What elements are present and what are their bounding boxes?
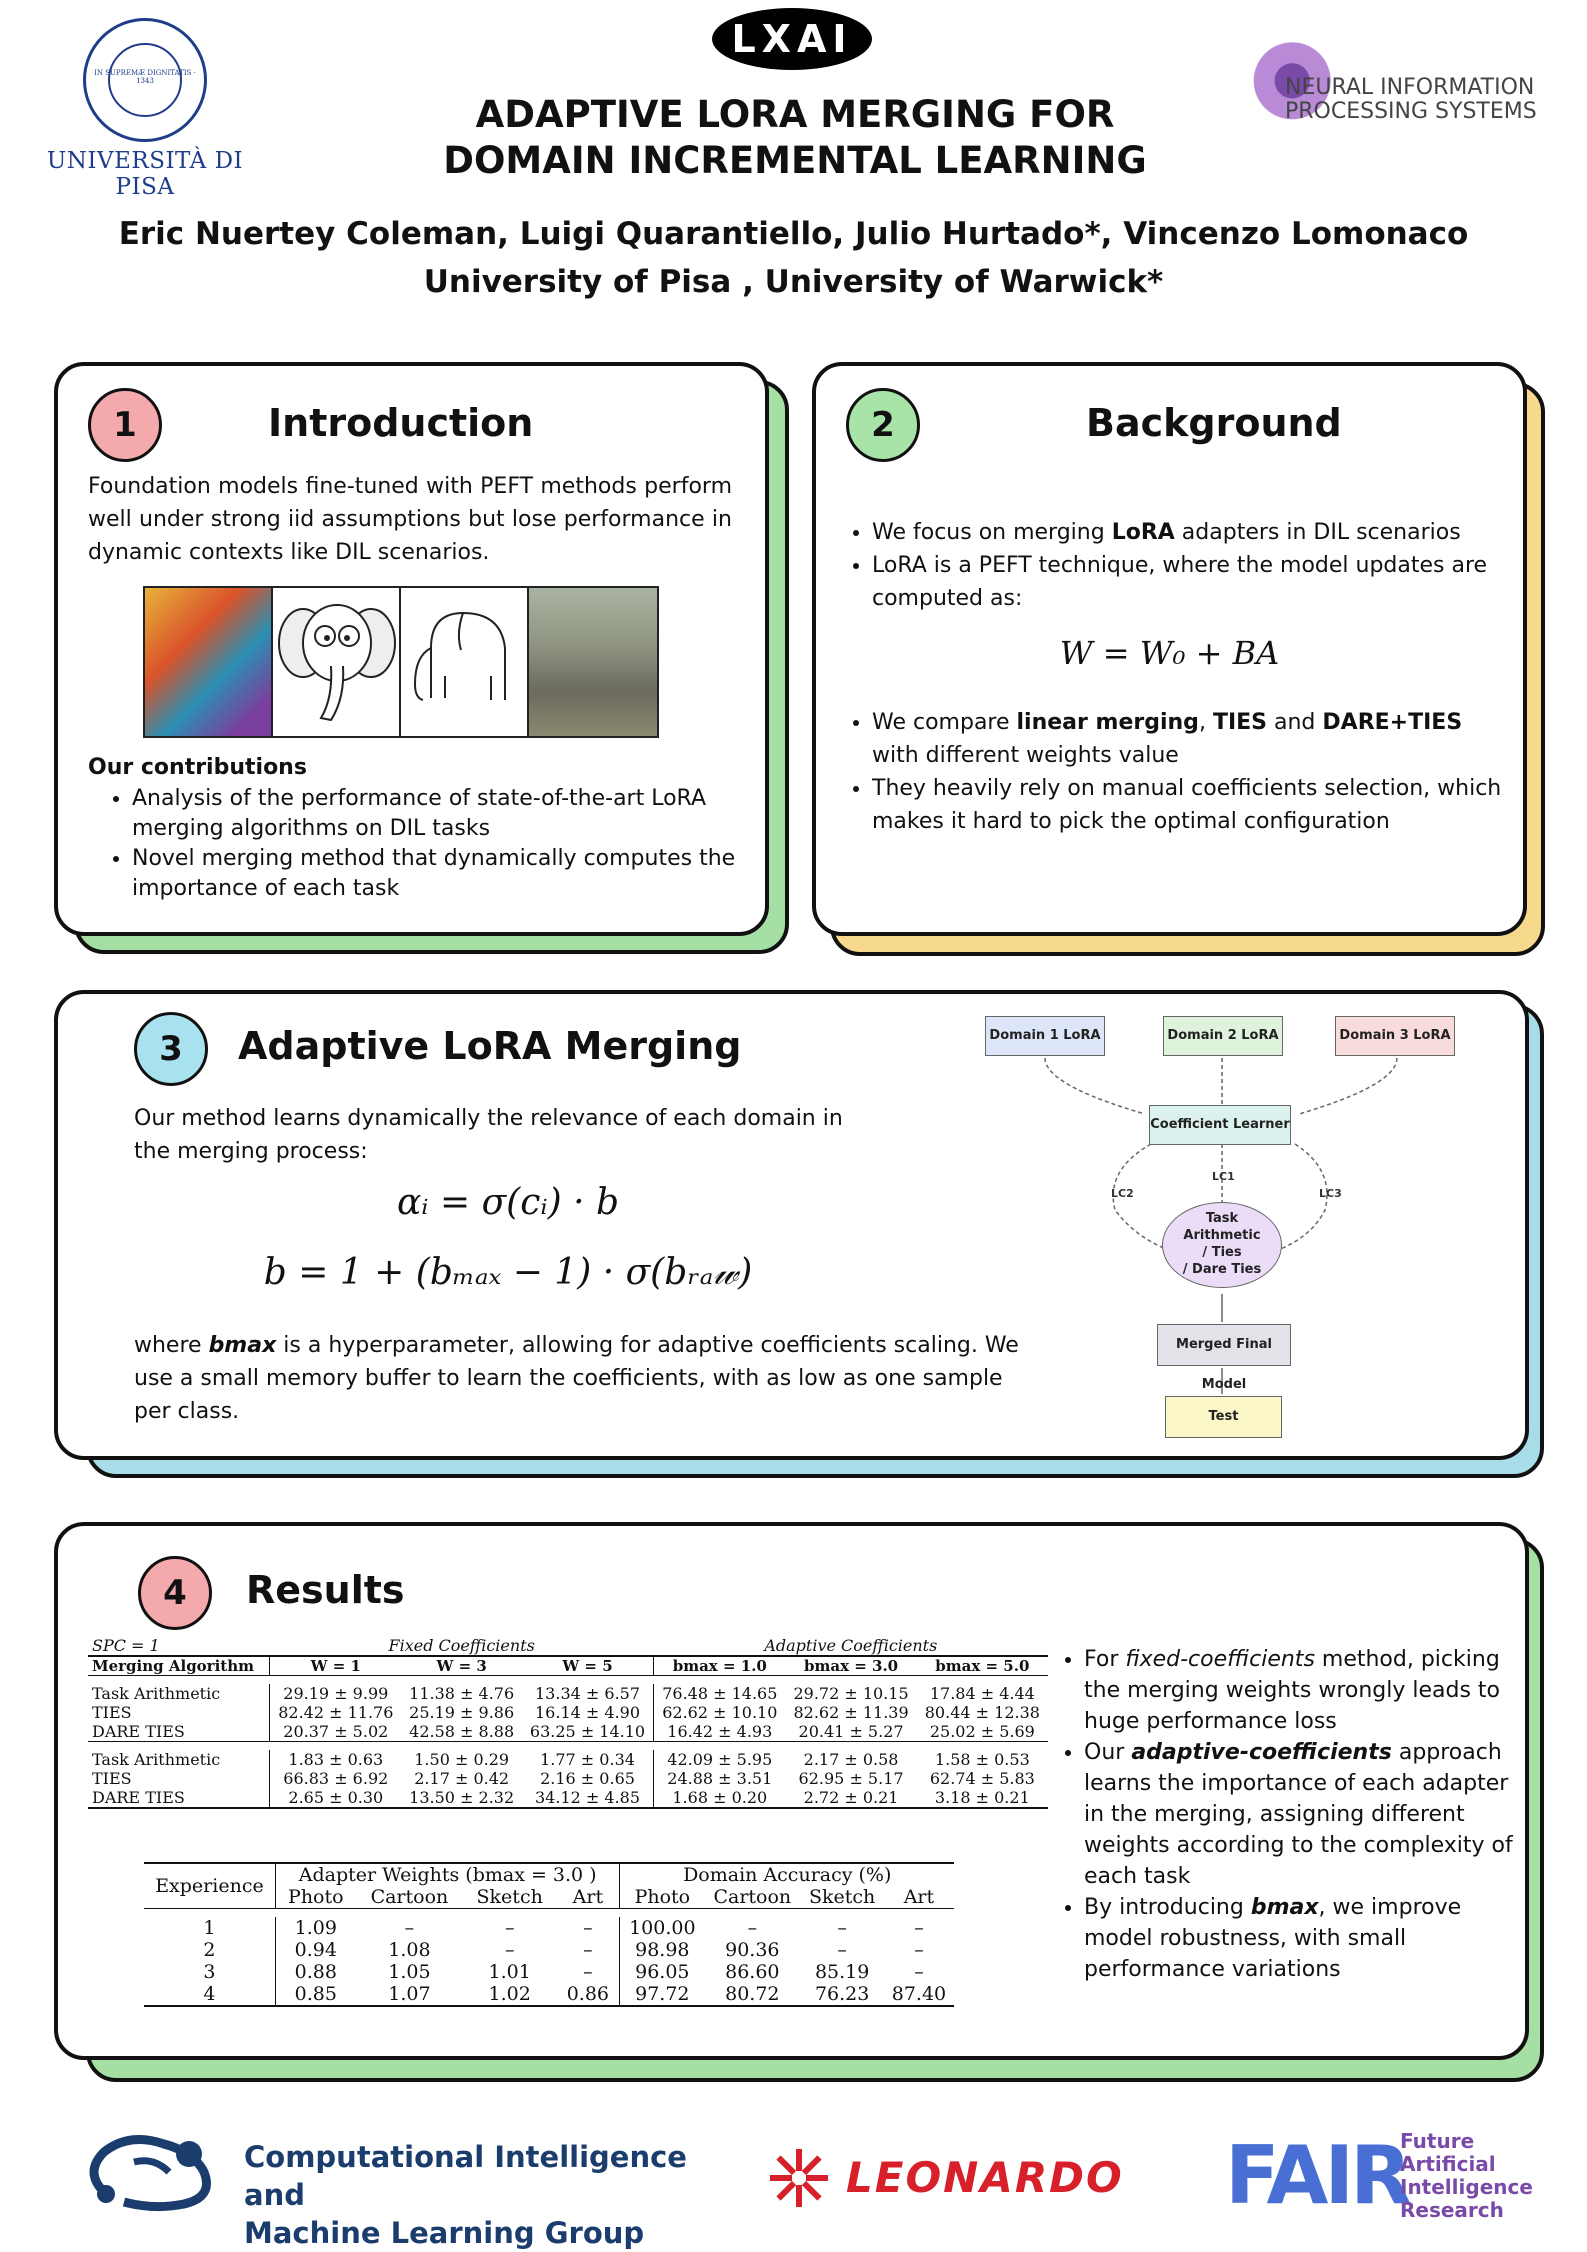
fixed-vs-adaptive-table	[88, 1636, 1048, 1809]
method-flow-diagram	[985, 1010, 1460, 1440]
method-number-badge: 3	[134, 1012, 208, 1086]
results-list	[1058, 1644, 1524, 1985]
contribution-item: • Novel merging method that dynamically computes the importance of each task	[132, 844, 738, 904]
neurips-line-1: NEURAL INFORMATION	[1285, 75, 1535, 100]
background-item: • We compare linear merging, TIES and DARE+TIES with different weights value	[872, 706, 1512, 772]
fair-logo	[1225, 2128, 1565, 2228]
column-header: Art	[903, 1886, 935, 1908]
background-item: • LoRA is a PEFT technique, where the model updates are computed as:	[872, 549, 1512, 615]
ciml-line-2: Machine Learning Group	[244, 2216, 645, 2250]
task-arithmetic-node	[1162, 1202, 1282, 1288]
elephant-art-image	[143, 586, 275, 738]
results-item: • For fixed-coefficients method, picking the merging weights wrongly leads to huge performance loss	[1084, 1644, 1524, 1737]
contributions-list	[106, 784, 738, 904]
leonardo-wordmark: LEONARDO	[846, 2153, 1124, 2202]
column-header: Sketch	[476, 1886, 543, 1908]
intro-panel	[54, 362, 769, 936]
results-table-1	[88, 1636, 1048, 1809]
lxai-badge: LXAI	[712, 8, 872, 70]
column-header: Art	[556, 1886, 620, 1909]
fair-line-1: Future	[1400, 2129, 1475, 2153]
table-row: TIES 66.83 ± 6.92 2.17 ± 0.42 2.16 ± 0.65 24.88 ± 3.51 62.95 ± 5.17 62.74 ± 5.83	[88, 1769, 1048, 1788]
column-header: Cartoon	[370, 1886, 449, 1908]
affiliations: University of Pisa , University of Warwick*	[423, 264, 1164, 300]
elephant-photo-image	[527, 586, 659, 738]
elephant-cartoon-image	[271, 586, 403, 738]
author-list: Eric Nuertey Coleman, Luigi Quarantiello, Julio Hurtado*, Vincenzo Lomonaco	[118, 216, 1469, 252]
lc3-label: LC3	[1319, 1187, 1342, 1200]
method-title: Adaptive LoRA Merging	[238, 1024, 742, 1068]
intro-text: Foundation models fine-tuned with PEFT methods perform well under strong iid assumptions but lose performance in dynamic contexts like DIL scenarios.	[88, 474, 732, 565]
background-item: • They heavily rely on manual coefficients selection, which makes it hard to pick the optimal configuration	[872, 772, 1512, 838]
table-row: Task Arithmetic 1.83 ± 0.63 1.50 ± 0.29 1.77 ± 0.34 42.09 ± 5.95 2.17 ± 0.58 1.58 ± 0.53	[88, 1750, 1048, 1769]
title-line-1: ADAPTIVE LORA MERGING FOR	[475, 93, 1115, 136]
table-header: Merging Algorithm	[88, 1656, 270, 1676]
lc2-label: LC2	[1111, 1187, 1134, 1200]
accuracy-header: Domain Accuracy (%)	[683, 1864, 892, 1886]
column-header: Sketch	[809, 1886, 876, 1908]
table-row: TIES 82.42 ± 11.76 25.19 ± 9.86 16.14 ± 4.90 62.62 ± 10.10 82.62 ± 11.39 80.44 ± 12.38	[88, 1703, 1048, 1722]
table-header: W = 3	[436, 1657, 487, 1675]
background-title: Background	[1086, 401, 1342, 445]
method-where-text: where bmax is a hyperparameter, allowing for adaptive coefficients scaling. We use a small memory buffer to learn the coefficients, with as low as one sample per class.	[134, 1333, 1019, 1424]
table-row: DARE TIES 2.65 ± 0.30 13.50 ± 2.32 34.12 ± 4.85 1.68 ± 0.20 2.72 ± 0.21 3.18 ± 0.21	[88, 1788, 1048, 1808]
contributions	[88, 752, 738, 904]
column-header: Cartoon	[713, 1886, 792, 1908]
poster-title	[360, 92, 1230, 184]
task-line: Arithmetic	[1183, 1228, 1261, 1243]
results-title: Results	[246, 1568, 405, 1612]
leonardo-star-icon	[768, 2147, 830, 2209]
adaptive-coefficients-header: Adaptive Coefficients	[764, 1636, 938, 1655]
elephant-sketch-image	[399, 586, 531, 738]
task-line: / Ties	[1202, 1245, 1242, 1260]
domain-3-lora-node: Domain 3 LoRA	[1335, 1016, 1455, 1056]
spc-label: SPC = 1	[92, 1636, 160, 1655]
title-line-2: DOMAIN INCREMENTAL LEARNING	[443, 139, 1147, 182]
ciml-line-1: Computational Intelligence and	[244, 2140, 687, 2212]
test-node: Test	[1165, 1396, 1282, 1438]
task-line: Task	[1205, 1211, 1239, 1226]
alpha-formula: αᵢ = σ(cᵢ) · b	[396, 1182, 620, 1223]
leonardo-logo	[768, 2145, 1168, 2215]
adapter-weights-table	[144, 1862, 954, 2007]
background-item: • We focus on merging LoRA adapters in DIL scenarios	[872, 516, 1512, 549]
table-header: bmax = 1.0	[672, 1657, 767, 1675]
b-formula: b = 1 + (bₘₐₓ − 1) · σ(bᵣₐ𝓌)	[263, 1252, 753, 1293]
intro-title: Introduction	[268, 401, 534, 445]
results-item: • Our adaptive-coefficients approach learns the importance of each adapter in the merging, assigning different weights according to the complexity of each task	[1084, 1737, 1524, 1892]
contributions-title: Our contributions	[88, 755, 307, 780]
pisa-seal-text: IN SUPREMÆ DIGNITATIS · 1343	[94, 69, 196, 85]
ciml-mark-icon	[84, 2132, 224, 2214]
university-name: UNIVERSITÀ DI PISA	[46, 148, 244, 200]
weights-header: Adapter Weights (bmax = 3.0 )	[275, 1863, 620, 1886]
table-row: DARE TIES 20.37 ± 5.02 42.58 ± 8.88 63.25 ± 14.10 16.42 ± 4.93 20.41 ± 5.27 25.02 ± 5.69	[88, 1722, 1048, 1742]
table-row: 3 0.88 1.05 1.01 – 96.05 86.60 85.19 –	[144, 1961, 954, 1983]
method-text: Our method learns dynamically the relevance of each domain in the merging process:	[134, 1106, 843, 1164]
lc1-label: LC1	[1212, 1170, 1235, 1183]
table-header: bmax = 5.0	[935, 1657, 1030, 1675]
table-row: 4 0.85 1.07 1.02 0.86 97.72 80.72 76.23 87.40	[144, 1983, 954, 2006]
results-table-2	[144, 1862, 954, 2007]
background-list-2	[846, 706, 1512, 838]
table-row: Task Arithmetic 29.19 ± 9.99 11.38 ± 4.76 13.34 ± 6.57 76.48 ± 14.65 29.72 ± 10.15 17.84 ± 4.44	[88, 1684, 1048, 1703]
domain-1-lora-node: Domain 1 LoRA	[985, 1016, 1105, 1056]
experience-header: Experience	[144, 1863, 275, 1909]
column-header: Photo	[634, 1886, 691, 1908]
merged-final-model-node: Merged Final Model	[1157, 1324, 1291, 1366]
ciml-logo	[84, 2128, 724, 2250]
column-header: Photo	[288, 1886, 344, 1908]
fair-mark: FAIR	[1225, 2129, 1408, 2222]
contribution-item: • Analysis of the performance of state-of-the-art LoRA merging algorithms on DIL tasks	[132, 784, 738, 844]
background-panel	[812, 362, 1527, 936]
fixed-coefficients-header: Fixed Coefficients	[388, 1636, 535, 1655]
table-header: W = 1	[310, 1657, 361, 1675]
pisa-seal-icon	[83, 18, 207, 142]
fair-line-3: Intelligence	[1400, 2175, 1533, 2199]
task-line: / Dare Ties	[1182, 1262, 1262, 1277]
neurips-line-2: PROCESSING SYSTEMS	[1285, 99, 1537, 124]
results-number-badge: 4	[138, 1556, 212, 1630]
fair-line-2: Artificial	[1400, 2152, 1496, 2176]
results-item: • By introducing bmax, we improve model robustness, with small performance variations	[1084, 1892, 1524, 1985]
intro-number-badge: 1	[88, 388, 162, 462]
university-of-pisa-logo	[30, 18, 260, 200]
fair-line-4: Research	[1400, 2198, 1504, 2222]
neurips-logo	[1225, 28, 1565, 158]
table-row: 2 0.94 1.08 – – 98.98 90.36 – –	[144, 1939, 954, 1961]
background-number-badge: 2	[846, 388, 920, 462]
table-header: bmax = 3.0	[803, 1657, 899, 1675]
background-list-1	[846, 516, 1512, 615]
coefficient-learner-node: Coefficient Learner	[1149, 1105, 1291, 1145]
elephant-images	[143, 586, 659, 738]
table-header: W = 5	[522, 1656, 654, 1676]
domain-2-lora-node: Domain 2 LoRA	[1163, 1016, 1283, 1056]
authors-block	[60, 210, 1527, 306]
table-row: 1 1.09 – – – 100.00 – – –	[144, 1917, 954, 1939]
lora-formula: W = W₀ + BA	[1059, 634, 1280, 672]
results-panel	[54, 1522, 1529, 2060]
